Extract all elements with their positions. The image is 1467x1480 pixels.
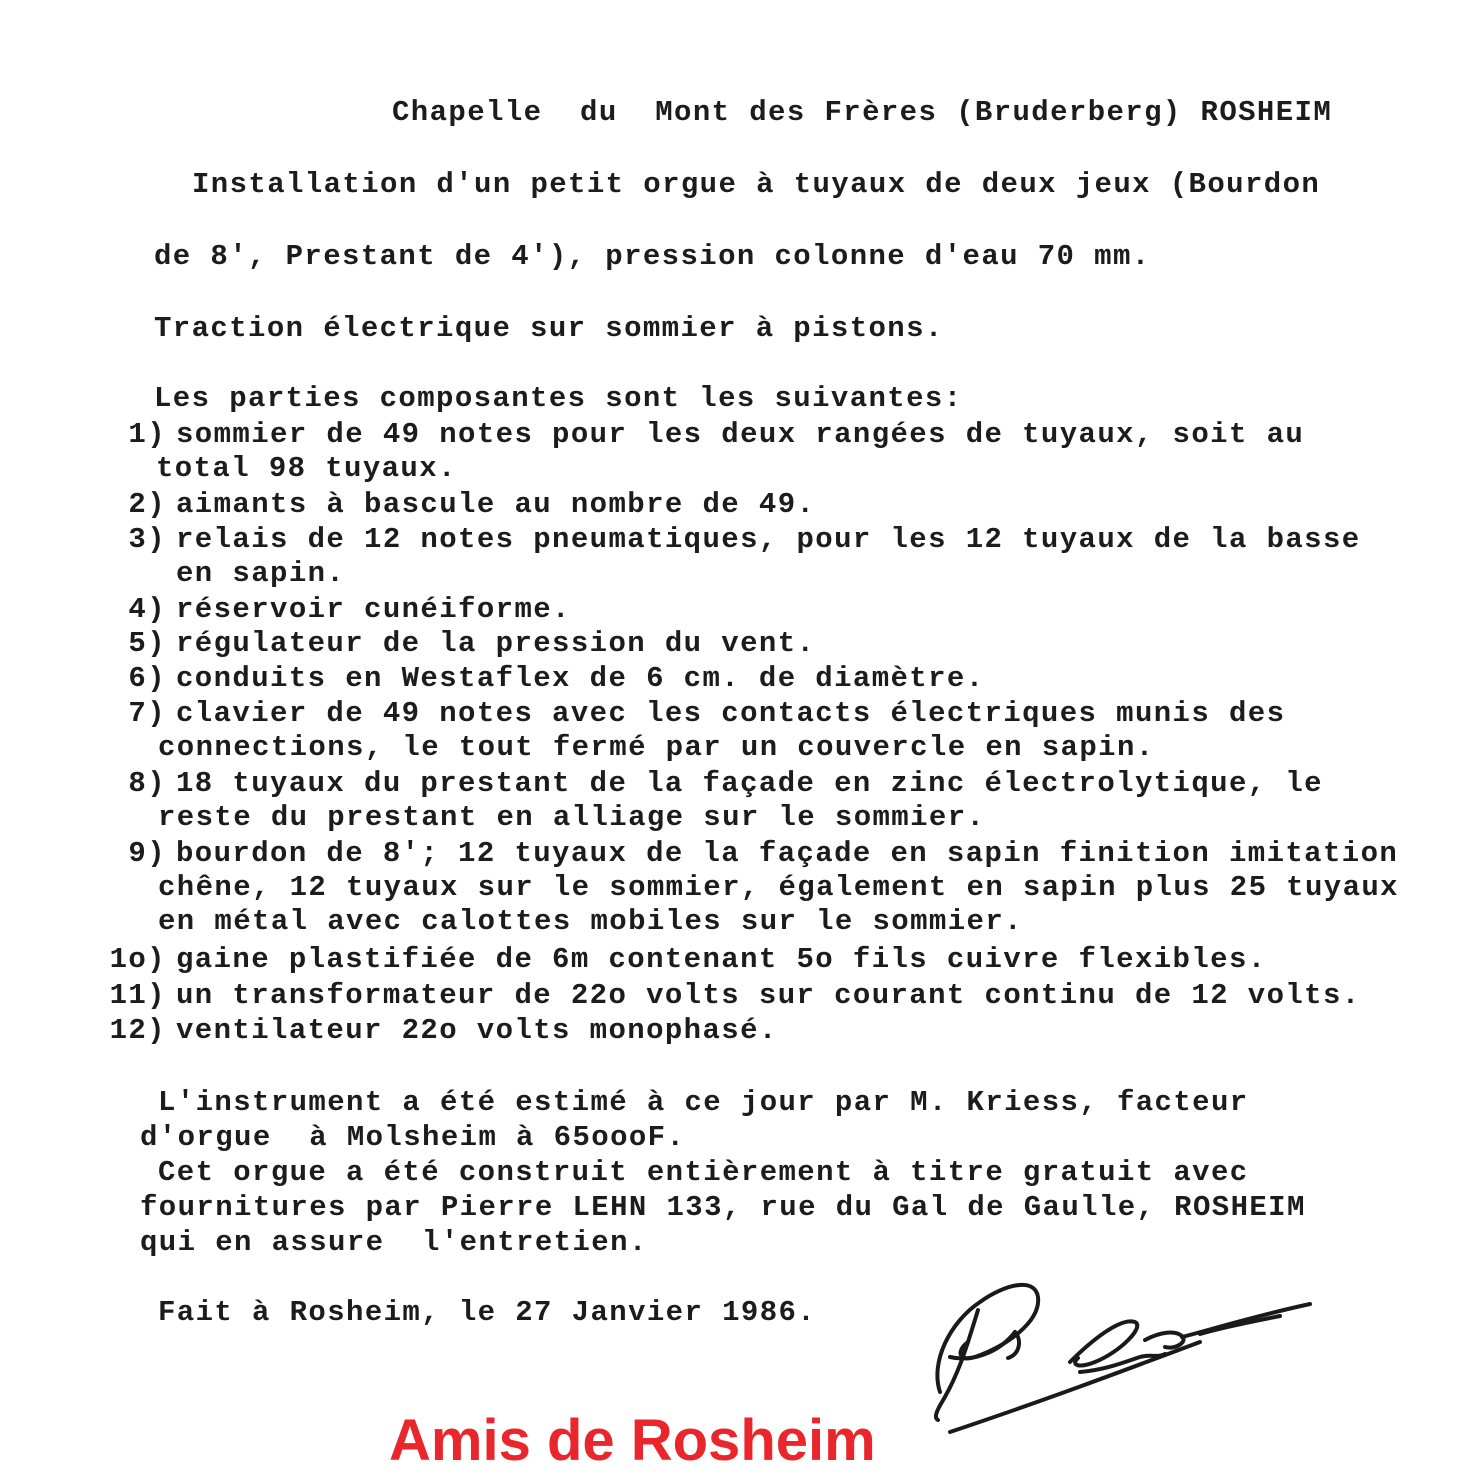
traction-statement: Traction électrique sur sommier à pistons. bbox=[154, 312, 944, 345]
estimate-line-1: L'instrument a été estimé à ce jour par M. Kriess, facteur bbox=[158, 1086, 1249, 1119]
built-line-3: qui en assure l'entretien. bbox=[140, 1226, 648, 1259]
item-number: 9) bbox=[128, 837, 166, 870]
item-text-continued: en sapin. bbox=[176, 557, 346, 590]
item-text: aimants à bascule au nombre de 49. bbox=[176, 488, 816, 521]
item-number: 11) bbox=[109, 979, 166, 1012]
item-number: 1) bbox=[128, 418, 166, 451]
built-line-2: fournitures par Pierre LEHN 133, rue du Gal de Gaulle, ROSHEIM bbox=[140, 1191, 1306, 1224]
footer-watermark: Amis de Rosheim bbox=[389, 1408, 876, 1473]
item-number: 7) bbox=[128, 697, 166, 730]
handwritten-signature bbox=[920, 1262, 1340, 1442]
intro-line-2: de 8', Prestant de 4'), pression colonne d'eau 70 mm. bbox=[154, 240, 1151, 273]
item-text: conduits en Westaflex de 6 cm. de diamètre. bbox=[176, 662, 985, 695]
item-text-continued: connections, le tout fermé par un couvercle en sapin. bbox=[158, 731, 1155, 764]
list-lead: Les parties composantes sont les suivantes: bbox=[154, 382, 963, 415]
item-text: ventilateur 22o volts monophasé. bbox=[176, 1014, 778, 1047]
intro-line-1: Installation d'un petit orgue à tuyaux de deux jeux (Bourdon bbox=[192, 168, 1321, 201]
item-number: 2) bbox=[128, 488, 166, 521]
item-text: clavier de 49 notes avec les contacts électriques munis des bbox=[176, 697, 1286, 730]
item-text: gaine plastifiée de 6m contenant 5o fils cuivre flexibles. bbox=[176, 943, 1267, 976]
item-text: régulateur de la pression du vent. bbox=[176, 627, 816, 660]
item-number: 12) bbox=[109, 1014, 166, 1047]
item-number: 1o) bbox=[109, 943, 166, 976]
item-text: 18 tuyaux du prestant de la façade en zinc électrolytique, le bbox=[176, 767, 1323, 800]
item-number: 5) bbox=[128, 627, 166, 660]
document-title: Chapelle du Mont des Frères (Bruderberg) ROSHEIM bbox=[392, 96, 1333, 129]
item-text: un transformateur de 22o volts sur courant continu de 12 volts. bbox=[176, 979, 1361, 1012]
item-text: réservoir cunéiforme. bbox=[176, 593, 571, 626]
built-line-1: Cet orgue a été construit entièrement à titre gratuit avec bbox=[158, 1156, 1249, 1189]
item-text: sommier de 49 notes pour les deux rangées de tuyaux, soit au bbox=[176, 418, 1305, 451]
item-text-continued-2: en métal avec calottes mobiles sur le sommier. bbox=[158, 905, 1023, 938]
item-text-continued: reste du prestant en alliage sur le sommier. bbox=[158, 801, 986, 834]
signed-date-line: Fait à Rosheim, le 27 Janvier 1986. bbox=[158, 1296, 817, 1329]
item-text: bourdon de 8'; 12 tuyaux de la façade en sapin finition imitation bbox=[176, 837, 1399, 870]
item-text: relais de 12 notes pneumatiques, pour les 12 tuyaux de la basse bbox=[176, 523, 1361, 556]
estimate-line-2: d'orgue à Molsheim à 65oooF. bbox=[140, 1121, 686, 1154]
item-text-continued: chêne, 12 tuyaux sur le sommier, également en sapin plus 25 tuyaux bbox=[158, 871, 1399, 904]
item-number: 6) bbox=[128, 662, 166, 695]
item-number: 8) bbox=[128, 767, 166, 800]
item-number: 3) bbox=[128, 523, 166, 556]
item-number: 4) bbox=[128, 593, 166, 626]
item-text-continued: total 98 tuyaux. bbox=[156, 452, 457, 485]
